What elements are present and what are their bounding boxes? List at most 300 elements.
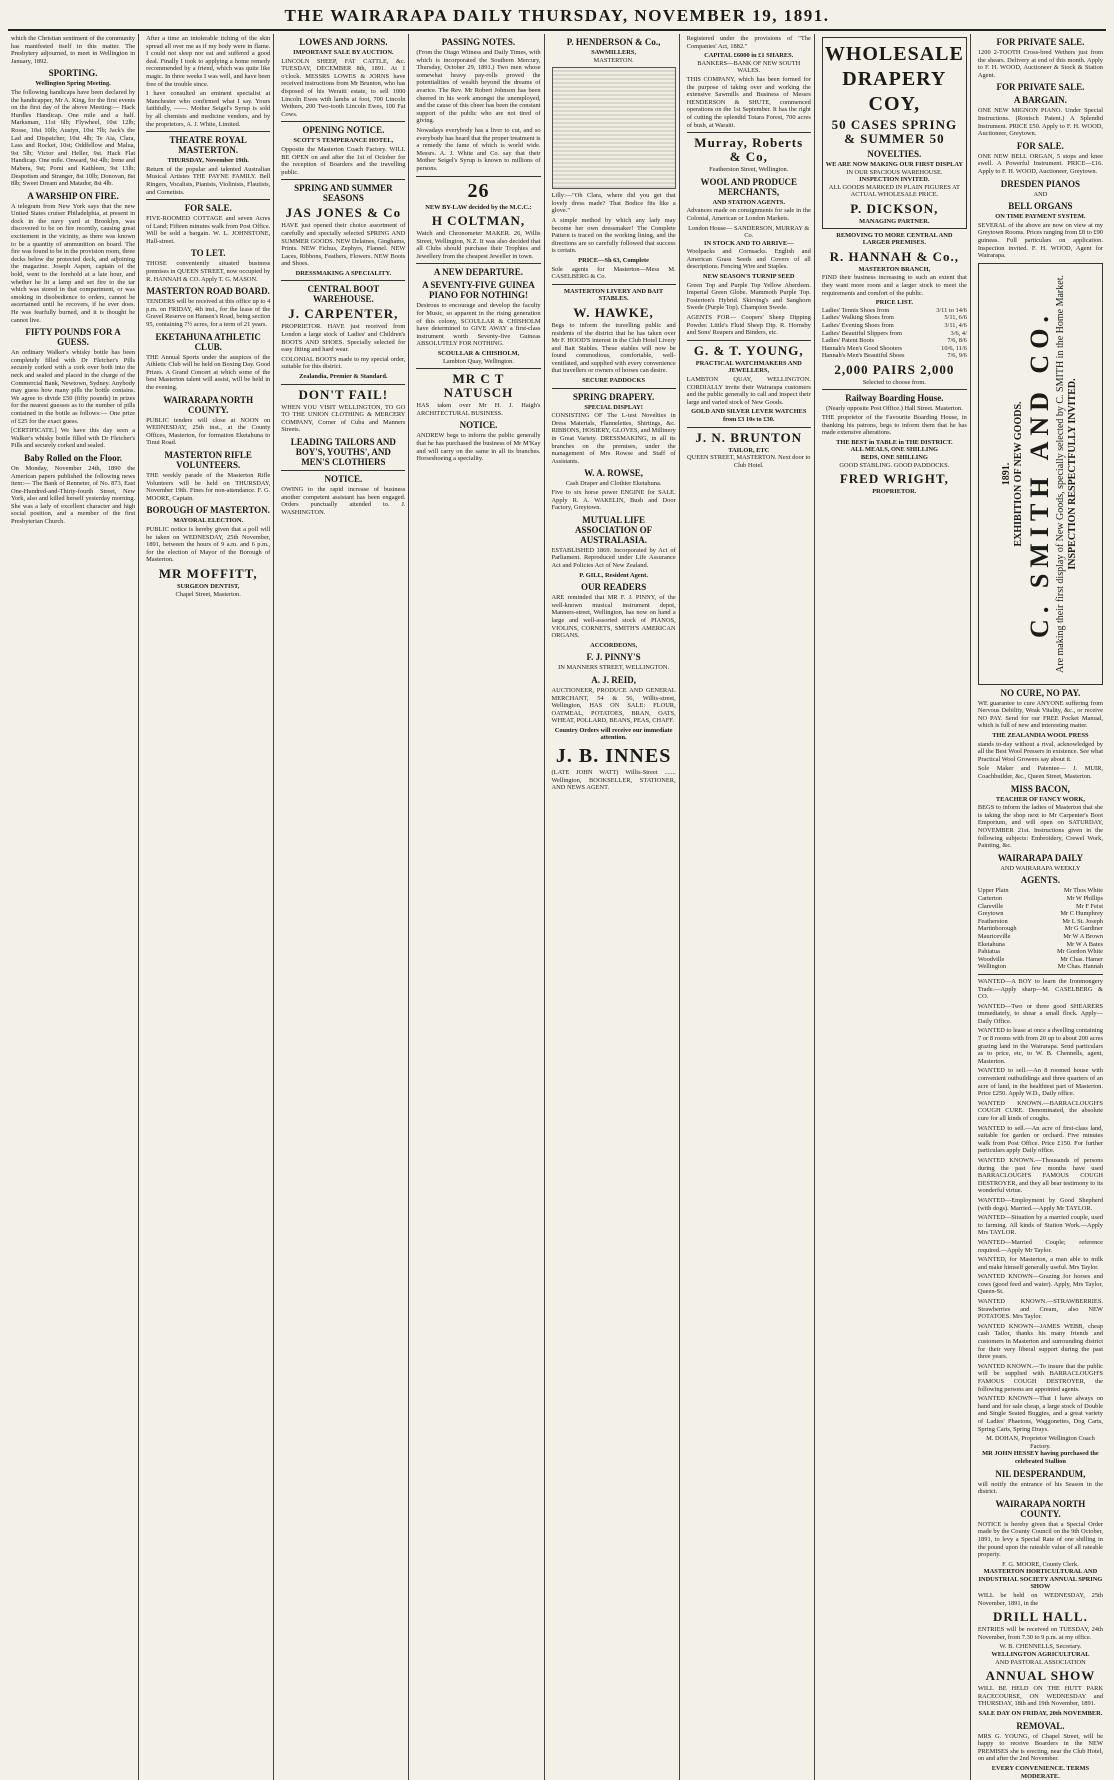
mutual-text: ESTABLISHED 1869. Incorporated by Act of Parliament. Reproduced under Life Assurance Act and Policies Act of New Zealand. xyxy=(551,546,676,569)
price-row-cell: Ladies' Walking Shoes from xyxy=(821,314,894,322)
country-orders: Country Orders will receive our immediate attention. xyxy=(554,726,673,742)
price-row-cell: 5/11, 6/6 xyxy=(944,314,967,322)
column-1 xyxy=(8,34,139,1780)
caselberg-line: Sole agents for Masterton—Mess M. CASELBERG & Co. xyxy=(551,265,676,281)
coltman-heading: H COLTMAN, xyxy=(431,213,526,229)
agent-row xyxy=(978,903,1103,911)
natusch-text: HAS taken over Mr H. J. Haigh's ARCHITECTURAL BUSINESS. xyxy=(416,402,541,417)
brunton-subheading: TAILOR, ETC xyxy=(728,446,770,454)
turnip-heading: NEW SEASON'S TURNIP SEED xyxy=(702,273,795,281)
smith-name: C. SMITH AND CO. xyxy=(1025,309,1055,638)
dresden-heading: DRESDEN PIANOS xyxy=(1000,178,1081,189)
election-subheading: MAYORAL ELECTION. xyxy=(173,517,244,525)
story-text-2: I have consulted an eminent specialist at Manchester who confirmed what I say. Yours faithfully, ——. Mother Seigel's Syrup is sold by all chemists and medicine vendors, and by the proprietors, A. J. White, Limited. xyxy=(146,90,271,128)
hawke-text: Begs to inform the travelling public and residents of the district that he has taken over Mr F. HOOD'S interest in the Club Hotel Livery and Bait Stables. These stables will now be found commodious, comfortable, well-ventilated, and supplied with every convenience that travellers or owners of horses can desire. xyxy=(551,321,676,375)
bell-heading: BELL ORGANS xyxy=(1008,201,1073,212)
private-sale-heading: FOR PRIVATE SALE. xyxy=(996,37,1085,47)
agent-row-cell: Upper Plain xyxy=(977,887,1009,895)
passing-notes-text-2: Nowadays everybody has a liver to cut, and so everybody has heard that the proper treatment is a remedy the fame of which is world wide. Messrs. A. J. White and Co. say that their Mother Seigel's Syrup is known to millions of persons. xyxy=(416,126,541,172)
divider xyxy=(146,199,270,200)
gold-line: GOLD AND SILVER LEVER WATCHES from £3 10s to £30. xyxy=(691,408,807,423)
wanted-5: WANTED KNOWN.—BARRACLOUGH'S COUGH CURE. Denominated, the absolute cure for all kinds of coughs. xyxy=(977,1099,1103,1122)
smith-making: Are making their first display of New Goods, specially selected by C. SMITH in the Home Market. xyxy=(1055,274,1067,673)
henderson-address: MASTERTON. xyxy=(593,56,634,64)
dressmaking-heading: DRESSMAKING A SPECIALITY. xyxy=(295,269,392,277)
piano-text: Desirous to encourage and develop the faculty for Music, so apparent in the rising generation of this colony, SCOULLAR & CHISHOLM have determined to GIVE AWAY a first-class instrument worth Seventy-five Guineas ABSOLUTELY FOR NOTHING. xyxy=(416,302,541,348)
column-6 xyxy=(684,34,815,1780)
theatre-date: THURSDAY, November 19th. xyxy=(167,157,249,165)
annual-show-heading: ANNUAL SHOW xyxy=(985,1668,1096,1684)
dresden-and: AND xyxy=(1033,190,1048,198)
selected-line: Selected to choose from. xyxy=(862,378,926,386)
wanted-1: WANTED—A BOY to learn the Ironmongery Trade.—Apply sharp—M. CASELBERG & CO. xyxy=(977,977,1103,1001)
wanted-9: WANTED—Situation by a married couple, used to farming. All kinds of Station Work.—Apply Mrs TAYLOR. xyxy=(977,1214,1103,1237)
smith-year: 1891. xyxy=(1001,462,1013,485)
wanted-16: WANTED KNOWN—That I have always on hand and for sale cheap, a large stock of Double and Single Seated Buggies, and a great variety of Ladies' Phaetons, Waggonettes, Dog Carts, Spring Carts, Spring Drays. xyxy=(977,1395,1103,1433)
london-line: London House— SANDERSON, MURRAY & Co. xyxy=(688,224,810,240)
sporting-heading: SPORTING. xyxy=(48,68,98,79)
sporting-subheading: Wellington Spring Meeting. xyxy=(35,80,111,88)
column-4 xyxy=(413,34,544,1780)
cases-line: 50 CASES SPRING & SUMMER 50 xyxy=(831,117,958,146)
jas-jones-heading: JAS JONES & Co xyxy=(285,205,402,221)
remove-heading: REMOVING TO MORE CENTRAL AND LARGER PREMISES. xyxy=(836,231,953,247)
divider xyxy=(822,389,967,390)
inspection-line: INSPECTION INVITED. xyxy=(859,176,930,184)
agent-row-cell: Pahiatua xyxy=(977,948,1000,956)
wholesale-line-3: COY, xyxy=(868,93,921,115)
agent-row-cell: Eketahuna xyxy=(977,940,1005,948)
agent-row-cell: Woodville xyxy=(977,955,1005,963)
brunton-heading: J. N. BRUNTON xyxy=(695,429,803,445)
divider xyxy=(416,368,540,369)
price-row-cell: Hannah's Men's Beautiful Shoes xyxy=(821,352,905,360)
organ-sale-heading: FOR SALE. xyxy=(1016,140,1064,151)
sporting-text: The following handicaps have been declared by the handicapper, Mr A. King, for the first events on the first day of the above Meeting:— Hack Hurdles Handicap. One mile and a half. Marksman, 11st 6lb; Flywheel, 10st 12lb; Rosse, 10st 10lb; Austyn, 10st 7lb; Jack's the Lad and Dispatcher, 10st 4lb; Te Aia, Clara, Lass and Rocket, 10st; Oddfellow and Malua, 9st 5lb; Victor and Heller, 9st. Hack Flat Handicap. One mile. Onward, 9st 4lb; Irene and Mabera, 9st; Pomi and Kathleen, 9st 13lb; Despotism and Stranger, 8st 10lb; Donovan, 8st 8lb; Sweet Dream and Matador, 8st 4lb. xyxy=(11,88,136,188)
price-table xyxy=(822,307,967,360)
agent-row-cell: Mr W Phillips xyxy=(1066,894,1103,902)
hannah-text: FIND their business increasing to such an extent that they want more room and a larger stock to meet the requirements and comfort of the public. xyxy=(821,274,967,297)
agents-heading: AGENTS. xyxy=(1020,875,1061,886)
wool-subheading: AND STATION AGENTS. xyxy=(712,198,785,206)
certificate-text: [CERTIFICATE.] We have this day seen a Walker's whisky bottle filled with Dr Fletcher's Pills and securely corked and sealed. xyxy=(11,427,136,450)
murray-heading: Murray, Roberts & Co, xyxy=(694,135,804,165)
moffitt-heading: MR MOFFITT, xyxy=(158,565,258,581)
wanted-7: WANTED KNOWN.—Thousands of persons during the past few months have used BARRACLOUGH'S FAMOUS COUGH DESTROYER, and they all bear testimony to its wonderful virtue. xyxy=(977,1156,1103,1195)
moffitt-subheading: SURGEON DENTIST, xyxy=(177,582,240,590)
eketa-text: THE Annual Sports under the auspices of the Athletic Club will be held on Boxing Day. Good Prizes. A Grand Concert at which some of the best Masterton talent will assist, will be held in the evening. xyxy=(146,353,271,391)
novelties-line: NOVELTIES. xyxy=(867,149,922,159)
murray-subheading: Featherston Street, Wellington. xyxy=(709,166,789,174)
nocure-text: WE guarantee to cure ANYONE suffering from Nervous Debility, Weak Vitality, &c., or receive NO PAY. Send for our FREE Pocket Manual, which is full of new and interesting matter. xyxy=(977,699,1103,730)
mutual-heading: MUTUAL LIFE ASSOCIATION OF AUSTRALASIA. xyxy=(575,514,653,545)
north-county-text: NOTICE is hereby given that a Special Order made by the County Council on the 9th October, 1891, to levy a Special Rate of one shilling in the pound upon the rateable value of all rateable property. xyxy=(977,1520,1103,1559)
piano-subheading: A SEVENTY-FIVE GUINEA PIANO FOR NOTHING! xyxy=(422,280,535,301)
henderson-subheading: SAWMILLERS, xyxy=(591,49,637,56)
hessey-text: will notify the entrance of his Season in the district. xyxy=(977,1480,1103,1496)
young-subheading: PRACTICAL WATCHMAKERS AND JEWELLERS, xyxy=(695,359,802,375)
wholesale-ad xyxy=(822,37,967,229)
natusch-heading: MR C T NATUSCH xyxy=(443,371,514,401)
horticultural-text: WILL be held on WEDNESDAY, 25th November, 1891, in the xyxy=(977,1592,1103,1607)
road-heading: MASTERTON ROAD BOARD. xyxy=(146,286,270,297)
hessey-heading: MR JOHN HESSEY having purchased the celebrated Stallion xyxy=(982,1450,1099,1465)
divider xyxy=(281,384,405,385)
wool-text: Advances made on consignments for sale in the Colonial, American or London Markets. xyxy=(686,207,811,222)
registration-text: Registered under the provisions of "The Companies' Act, 1882." xyxy=(686,35,811,50)
agents-table xyxy=(978,887,1103,971)
agent-row xyxy=(978,941,1103,949)
agent-row xyxy=(978,887,1103,895)
wanted-3: WANTED to lease at once a dwelling containing 7 or 8 rooms with from 20 up to about 200 acres grazing land in the Wairarapa. Send particulars as to price, etc, to W. B. Chennells, agent, Masterton. xyxy=(977,1027,1103,1065)
price-row xyxy=(822,352,967,360)
drill-hall-signature: W. B. CHENNELLS, Secretary. xyxy=(999,1643,1082,1651)
let-heading: TO LET. xyxy=(190,248,226,259)
warship-text: A telegram from New York says that the new United States cruiser Philadelphia, at present in dock in the navy yard at Brooklyn, was discovered to be on fire recently, causing great excitement in the vicinity, as there was known to be a quantity of ammunition on board. The fire was found to be in the provision room, three decks below the protected deck, and adjoining the magazine. Joseph Aspen, captain of the hold, went to the forehold at a late hour, and whether he lit a lamp and set fire to the tar which was stored in that compartment, or was smoking in disobedience to orders, cannot be ascertained until he recovers, if he ever does. He was fearfully burned, and it is thought he cannot live. xyxy=(11,202,136,324)
notice2-text: ANDREW begs to inform the public generally that he has purchased the business of Mr M'Kay and will carry on the same in all its branches. Horseshoeing a speciality. xyxy=(416,432,541,463)
reid-text: AUCTIONEER, PRODUCE AND GENERAL MERCHANT, 54 & 56, Willis-street, Wellington, HAS ON SALE: FLOUR, OATMEAL, POTATOES, BRAN, OATS, WHEAT, POLLARD, BEANS, PEAS, CHAFF. xyxy=(551,686,676,725)
wanted-13: WANTED KNOWN.—STRAWBERRIES. Strawberries and Cream, also NEW POTATOES. Mrs Taylor. xyxy=(977,1298,1103,1321)
hannah-heading: R. HANNAH & Co., xyxy=(829,248,960,264)
agent-row-cell: Mr W A Bates xyxy=(1066,940,1103,948)
young-heading: G. & T. YOUNG, xyxy=(693,342,804,358)
bylaw-line: NEW BY-LAW decided by the M.C.C.: xyxy=(425,203,532,211)
sale-heading: FOR SALE. xyxy=(184,203,232,214)
divider xyxy=(281,121,405,122)
hawke-name: W. HAWKE, xyxy=(573,304,654,320)
wanted-10: WANTED—Married Couple; reference required.—Apply Mr Taylor. xyxy=(977,1238,1103,1254)
divider xyxy=(416,176,540,177)
figures-line: ALL GOODS MARKED IN PLAIN FIGURES AT ACTUAL WHOLESALE PRICE. xyxy=(828,183,960,199)
agent-row-cell: Clareville xyxy=(977,902,1004,910)
price-row-cell: Ladies' Patent Boots xyxy=(821,337,875,345)
baby-text: On Monday, November 24th, 1890 the American papers published the following news item:— The Bank of Renneter, of No. 873, East One-Hundred-and-Thirty-fourth Street, New York, also and killed herself yesterday morning. She was a lady of excellent character and high social position, and a member of the first Presbyterian Church. xyxy=(11,464,136,526)
bell-text: SEVERAL of the above are now on view at my Greytown Rooms. Prices ranging from £8 to £90 guineas. Full particulars on application. Inspection invited. F. H. WOOD, Agent for Wairarapa. xyxy=(977,221,1103,260)
drill-hall-text: ENTRIES will be received on TUESDAY, 24th November, from 7.30 to 9 p.m. at my office. xyxy=(977,1626,1103,1641)
wanted-11: WANTED, for Masterton, a man able to milk and make himself generally useful. Mrs Taylor. xyxy=(977,1256,1103,1271)
piano-heading: A NEW DEPARTURE. xyxy=(433,267,524,278)
column-2 xyxy=(143,34,274,1780)
drapery-heading: SPRING DRAPERY. xyxy=(572,391,655,402)
agricultural-heading: WELLINGTON AGRICULTURAL xyxy=(991,1651,1090,1659)
jas-jones-text: HAVE just opened their choice assortment of carefully and specially selected SPRING AND SUMMER GOODS. NEW Delaines, Ginghams, Prints. NEW Fichus, Zephyrs, Flannel. NEW Laces, Ribbons, Feathers, Flowers. NEW Boots and Shoes. xyxy=(281,222,406,268)
agent-row-cell: Martinborough xyxy=(977,925,1017,933)
price-list-heading: PRICE LIST. xyxy=(875,299,913,307)
pounds-text: An ordinary Walker's whisky bottle has been completely filled with Dr Fletcher's Pills securely corked with a cork over both into the neck and sealed and placed in the charge of the Commercial Bank, Newtown, Sydney. Anybody may guess how many pills the bottle contains. We agree to divide £50 (fifty pounds) in prizes for the nearest guesses as to the number of pills contained in the bottle as follows:— One prize of £25 for the exact guess. xyxy=(11,349,136,425)
horticultural-heading: MASTERTON HORTICULTURAL AND INDUSTRIAL SOCIETY ANNUAL SPRING SHOW xyxy=(978,1568,1103,1591)
two-thousand-line: 2,000 PAIRS 2,000 xyxy=(834,361,955,377)
pinny-address: IN MANNERS STREET, WELLINGTON. xyxy=(558,664,670,672)
eketa-heading: EKETAHUNA ATHLETIC CLUB. xyxy=(155,331,261,352)
agent-row-cell: Mr Chas. Hamer xyxy=(1060,955,1103,963)
agent-row xyxy=(978,910,1103,918)
wanted-14: WANTED KNOWN—JAMES WEBB, cheap cash Tailor, thanks his many friends and customers in Masterton and surrounding district for their very liberal support during the past three years. xyxy=(977,1322,1103,1361)
divider xyxy=(552,284,676,285)
agent-row xyxy=(978,933,1103,941)
wanted-15: WANTED KNOWN.—To insure that the public will be supplied with BARRACLOUGH'S FAMOUS COUGH DESTROYER, the following persons are appointed agents. xyxy=(977,1362,1103,1393)
price-row-cell: 3/11, 4/6 xyxy=(944,321,967,329)
spacious-line: IN OUR SPACIOUS WAREHOUSE. xyxy=(846,168,943,176)
price-row-cell: 3/11 to 14/6 xyxy=(936,306,967,314)
zealandia-line: Zealandia, Premier & Standard. xyxy=(299,373,388,381)
hessey-name: NIL DESPERANDUM, xyxy=(995,1468,1086,1479)
innes-heading: J. B. INNES xyxy=(555,745,672,768)
reid-heading: A. J. REID, xyxy=(591,674,636,685)
theatre-text: Return of the popular and talented Australian Musical Artistes THE PAYNE FAMILY. Bell Ringers, Vocalists, Pianists, Violinists, Flautists, and Cornetists. xyxy=(146,165,271,196)
notice-heading: NOTICE. xyxy=(324,474,363,484)
rowse-heading: W. A. ROWSE, xyxy=(584,468,644,479)
baby-heading: Baby Rolled on the Floor. xyxy=(24,452,123,463)
column-3 xyxy=(278,34,409,1780)
wool-heading: WOOL AND PRODUCE MERCHANTS, xyxy=(700,176,797,197)
price-row xyxy=(822,330,967,338)
railway-text: THE proprietor of the Favourite Boarding House, in thanking his patrons, begs to inform them that he has made extensive alterations. xyxy=(821,414,967,437)
price-row-cell: Ladies' Evening Shoes from xyxy=(821,321,894,329)
agent-row-cell: Mr Chas. Hannah xyxy=(1057,963,1103,971)
bacon-heading: MISS BACON, xyxy=(1010,783,1070,794)
wakelin-text: Five to six horse power ENGINE for SALE. Apply R. A. WAKELIN, Bush and Door Factory, Greytown. xyxy=(551,489,676,512)
corset-caption: Lilly:—"Oh Clara, where did you get that lovely dress made? That Bodice fits like a glove." xyxy=(551,192,676,215)
removal-text: MRS G. YOUNG, of Chapel Street, will be happy to receive Boarders in the NEW PREMISES she is erecting, near the Club Hotel, on and after the 2nd November. xyxy=(977,1732,1103,1763)
stock-text: Woolpacks and Cornsacks. English and American Grass Seeds and Covers of all descriptions. Fencing Wire and Staples. xyxy=(686,248,811,271)
agent-row-cell: Mr G Gardiner xyxy=(1064,925,1103,933)
temperance-heading: OPENING NOTICE. xyxy=(302,125,385,136)
capital-line: CAPITAL £6000 in £1 SHARES. xyxy=(704,52,794,60)
wholesale-line-2: DRAPERY xyxy=(842,68,947,90)
agent-row-cell: Mr F Feist xyxy=(1075,902,1103,910)
railway-heading: Railway Boarding House. xyxy=(845,393,944,404)
columns xyxy=(8,34,1106,1780)
annual-show-text: WILL BE HELD ON THE HUTT PARK RACECOURSE, ON WEDNESDAY and THURSDAY, 18th and 19th November, 1891. xyxy=(977,1685,1103,1708)
bargain-text: ONE NEW MIGNON PIANO. Under Special Instructions. (Ronisch Patent.) A Splendid Instrument. PRICE £50. Apply to F. H. WOOD, Auctioneer, Greytown. xyxy=(977,107,1103,138)
agent-row xyxy=(978,956,1103,964)
auction-heading: LOWES AND JORNS. xyxy=(299,37,388,47)
weekly-heading: AND WAIRARAPA WEEKLY xyxy=(1000,864,1081,872)
warship-heading: A WARSHIP ON FIRE. xyxy=(27,190,119,201)
colonial-text: COLONIAL BOOTS made to my special order, suitable for this district. xyxy=(281,355,406,371)
passing-notes-text: (From the Otago Witness and Daily Times, with which is incorporated the Southern Mercury, Thursday, October 29, 1891.) Two men whose somewhat heavy pay-rolls proved the potentialities of wealth beyond the dreams of avarice. The Rev. Mr Robert Johnson has been cheered in his work amongst the unemployed, and the cause of this cheer has been the constant support of the public who are not tired of giving. xyxy=(416,49,541,125)
readers-heading: OUR READERS xyxy=(580,582,647,593)
sawmill-text: THIS COMPANY, which has been formed for the purpose of taking over and working the extensive Sawmills and Business of Messrs HENDERSON & SHUTE, commenced operations on the 1st September. It has the right of cutting the splendid Totara Forest, 700 acres of bush, at Waraiti. xyxy=(686,75,811,129)
north-county-heading: WAIRARAPA NORTH COUNTY. xyxy=(995,1498,1086,1519)
masthead: THE WAIRARAPA DAILY THURSDAY, NOVEMBER 19, 1891. xyxy=(8,6,1106,31)
agent-row-cell: Featherston xyxy=(977,917,1008,925)
fred-heading: FRED WRIGHT, xyxy=(839,471,949,487)
rifle-text: THE weekly parade of the Masterton Rifle Volunteers will be held on THURSDAY, November 19th. Fines for non-attendance. F. G. MOORE, Captain. xyxy=(146,471,271,502)
column-5 xyxy=(549,34,680,1780)
bankers-line: BANKERS—BANK OF NEW SOUTH WALES. xyxy=(697,59,801,75)
agent-row-cell: Mauriceville xyxy=(977,932,1011,940)
agent-row-cell: Mr L St. Joseph xyxy=(1062,917,1103,925)
hannah-subheading: MASTERTON BRANCH, xyxy=(858,265,931,273)
agent-row-cell: Carterton xyxy=(977,894,1002,902)
beds-line: BEDS, ONE SHILLING xyxy=(860,454,928,462)
dickson-heading: P. DICKSON, xyxy=(850,200,939,216)
price-row xyxy=(822,337,967,345)
agent-row xyxy=(978,948,1103,956)
best-line: THE BEST in TABLE in THE DISTRICT. xyxy=(836,438,953,446)
organ-sale-text: ONE NEW BELL ORGAN, 5 stops and knee swell. A Powerful Instrument. PRICE—£16. Apply to F. H. WOOD, Auctioneer, Greytown. xyxy=(977,152,1103,175)
dickson-subheading: MANAGING PARTNER. xyxy=(859,217,930,225)
accordeons-line: ACCORDEONS, xyxy=(590,641,638,649)
price-row-cell: 3/6, 4/ xyxy=(950,329,967,337)
henderson-heading: P. HENDERSON & Co., xyxy=(566,37,661,47)
agent-row-cell: Mr C Humphrey xyxy=(1060,910,1103,918)
column-8 xyxy=(975,34,1106,1780)
price-row xyxy=(822,322,967,330)
auction-subheading: IMPORTANT SALE BY AUCTION. xyxy=(293,49,394,56)
let-text: THOSE conveniently situated business premises in QUEEN STREET, now occupied by R. HANNAH & CO. Apply T. G. MASON. xyxy=(146,260,271,283)
corset-text: A simple method by which any lady may become her own dressmaker! The Complete Pattern is traced on the working lining, and the directions are so carefully followed that success is certain. xyxy=(551,216,676,255)
pounds-heading: FIFTY POUNDS FOR A GUESS. xyxy=(25,327,121,348)
daily-heading: WAIRARAPA DAILY xyxy=(997,852,1084,863)
corset-illustration xyxy=(552,67,676,189)
coltman-text: Watch and Chronometer MAKER. 26, Willis Street, Wellington, N.Z. It was also decided that all Clubs should purchase their Trophies and Jewellery from the cheapest Jeweller in town. xyxy=(416,230,541,260)
smith-vertical-text xyxy=(1001,275,1079,673)
wholesale-line-1: WHOLESALE xyxy=(824,43,964,65)
smith-inspect: INSPECTION RESPECTFULLY INVITED. xyxy=(1067,378,1079,570)
notice-text: OWING to the rapid increase of business another competent assistant has been engaged. Orders punctually attended to. J. WASHINGTON. xyxy=(281,486,406,516)
agricultural-subheading: AND PASTORAL ASSOCIATION xyxy=(995,1658,1086,1666)
price-row-cell: 7/6, 9/6 xyxy=(947,352,967,360)
wanted-6: WANTED to sell.—An acre of first-class land, suitable for garden or orchard. Five minutes walk from Post Office. Price £150. For further particulars apply Daily office. xyxy=(977,1124,1103,1155)
dontfail-text: WHEN YOU VISIT WELLINGTON, TO GO TO THE UNION CLOTHING & MERCERY COMPANY, Corner of Cuba and Manners Streets. xyxy=(281,403,406,434)
divider xyxy=(687,132,811,133)
divider xyxy=(687,340,811,341)
price-row xyxy=(822,307,967,315)
wanted-8: WANTED—Employment by Good Shepherd (with dogs). Married.—Apply Mr TAYLOR. xyxy=(977,1196,1103,1212)
county-text: PUBLIC tenders will close at NOON on WEDNESDAY, 25th inst., at the County Offices, Masterton, for formation Eketahuna to Tinui Road. xyxy=(146,416,271,447)
agent-row-cell: Mr Thos White xyxy=(1063,887,1103,895)
bacon-text: BEGS to inform the ladies of Masterton that she is taking the shop next to Mr Carpenter's Boot Emporium, and will open on SATURDAY, NOVEMBER 21st. Instructions given in the following subjects: Embroidery, Crewel Work, Painting, &c. xyxy=(977,804,1103,850)
temperance-subheading: SCOTT'S TEMPERANCE HOTEL, xyxy=(293,137,394,145)
price-row-cell: 10/6, 11/6 xyxy=(941,344,967,352)
making-line: WE ARE NOW MAKING OUR FIRST DISPLAY xyxy=(825,161,963,168)
rowse-address: Cash Draper and Clothier Eketahuna. xyxy=(565,480,662,488)
divider xyxy=(281,470,405,471)
drapery-subheading: SPECIAL DISPLAY! xyxy=(584,403,643,411)
railway-subheading: (Nearly opposite Post Office.) Hall Street. Masterton. xyxy=(825,405,963,413)
divider xyxy=(687,427,811,428)
private-sale-text: 1200 2-TOOTH Cross-bred Wethers just from the shears. Delivery at end of this month. Apply to F. H. WOOD, Auctioneer & Stock & Station Agent. xyxy=(977,49,1103,79)
fred-subheading: PROPRIETOR. xyxy=(872,488,917,496)
story-text: After a time an intolerable itching of the skin spread all over me as if my body were in flame. I could not sleep nor eat and suffered a good deal. Finally I took to applying a home remedy recommended by a friend, which was quite like magic. In three weeks I was well, and have been free of the trouble since. xyxy=(146,35,271,88)
election-heading: BOROUGH OF MASTERTON. xyxy=(146,505,270,516)
removal-heading: REMOVAL. xyxy=(1016,1720,1065,1731)
column-7 xyxy=(819,34,971,1780)
bell-subheading: ON TIME PAYMENT SYSTEM. xyxy=(995,213,1086,221)
gill-line: P. GILL, Resident Agent. xyxy=(579,571,648,579)
leading-heading: LEADING TAILORS AND BOY'S, YOUTHS', AND MEN'S CLOTHIERS xyxy=(290,437,396,467)
passing-notes-heading: PASSING NOTES. xyxy=(441,37,516,47)
agent-row-cell: Greytown xyxy=(977,910,1004,918)
wanted-2: WANTED—Two or three good SHEARERS immediately, to shear a small flock. Apply—Daily Office. xyxy=(977,1002,1103,1025)
agents-text: AGENTS FOR— Coopers' Sheep Dipping Powder. Little's Fluid Sheep Dip. R. Hornsby and Sons' Reapers and Binders, etc. xyxy=(686,314,811,337)
scoullar-address: Lambton Quay, Wellington. xyxy=(442,357,514,365)
paddocks-line: SECURE PADDOCKS xyxy=(582,377,646,385)
sale-day-line: SALE DAY ON FRIDAY, 20th NOVEMBER. xyxy=(978,1710,1103,1717)
price-row-cell: 7/6, 8/6 xyxy=(947,337,967,345)
agent-row xyxy=(978,925,1103,933)
agent-row xyxy=(978,963,1103,971)
bacon-subheading: TEACHER OF FANCY WORK, xyxy=(995,795,1085,803)
agent-row-cell: Mr Gordon White xyxy=(1056,948,1103,956)
price-row-cell: Ladies' Tennis Shoes from xyxy=(821,306,890,314)
pinny-heading: F. J. PINNY'S xyxy=(586,652,641,663)
agent-row xyxy=(978,918,1103,926)
carpenter-heading: J. CARPENTER, xyxy=(288,306,399,322)
zealandia-heading: THE ZEALANDIA WOOL PRESS xyxy=(992,732,1089,740)
innes-text: (LATE JOHN WATT) Willis-Street ....... Wellington, BOOKSELLER, STATIONER, AND NEWS AGENT. xyxy=(551,769,676,792)
smith-exhibition: EXHIBITION OF NEW GOODS. xyxy=(1013,401,1025,547)
number-26: 26 xyxy=(467,179,490,202)
central-heading: CENTRAL BOOT WAREHOUSE. xyxy=(307,284,380,305)
young-text: LAMBTON QUAY, WELLINGTON. CORDIALLY invite their Wairarapa customers and the public generally to call and inspect their large and varied stock of New Goods. xyxy=(686,376,811,406)
spring-heading: SPRING AND SUMMER SEASONS xyxy=(294,183,393,204)
sale-text: FIVE-ROOMED COTTAGE and seven Acres of Land; Fifteen minutes walk from Post Office. Will be sold a bargain. W. L. JOHNSTONE, Hall-street. xyxy=(146,215,271,245)
stock-heading: IN STOCK AND TO ARRIVE— xyxy=(703,239,794,247)
election-text: PUBLIC notice is hereby given that a poll will be taken on WEDNESDAY, 25th November, 1891, between the hours of 9 a.m. and 6 p.m., for the election of Mayor of the Borough of Masterton. xyxy=(146,525,271,564)
carpenter-text: PROPRIETOR. HAVE just received from London a large stock of Ladies' and Children's BOOTS AND SHOES. Specially selected for easy fitting and hard wear. xyxy=(281,323,406,354)
turnip-text: Green Top and Purple Top Yellow Aberdeen. Imperial Green Globe. Mammoth Purple Top. Fosterton's Hybrid. Skirving's and Sanghorn Swede (Purple Top). Champion Swede. xyxy=(686,281,811,312)
removal-signature: EVERY CONVENIENCE. TERMS MODERATE. xyxy=(991,1764,1090,1780)
drill-hall-heading: DRILL HALL. xyxy=(993,1609,1088,1625)
divider xyxy=(552,388,676,389)
intro-text: which the Christian sentiment of the community has manifested itself in this matter. The Presbytery adjourned, to meet in Wellington in January, 1892. xyxy=(11,35,136,65)
drapery-text: CONSISTING OF The L-test Novelties in Dress Materials, Flannelettes, Shirtings, &c. RIBBONS, HOSIERY, GLOVES, and Millinery in Great Variety. DRESSMAKING, in all its branches on the premises, under the management of Mrs Rowse and Staff of Assistants. xyxy=(551,412,676,465)
brunton-address: QUEEN STREET, MASTERTON. Next door to Club Hotel. xyxy=(687,454,811,469)
price-row xyxy=(822,345,967,353)
county-heading: WAIRARAPA NORTH COUNTY. xyxy=(163,394,254,415)
divider xyxy=(978,974,1103,975)
divider xyxy=(281,280,405,281)
smith-vertical-ad xyxy=(978,263,1103,685)
road-text: TENDERS will be received at this office up to 4 p.m. on FRIDAY, 4th inst., for the lease of the Gravel Reserve on Hansen's Road, being section 95, containing 7½ acres, for a term of 21 years. xyxy=(146,298,271,329)
corset-price: PRICE—Sh 63, Complete xyxy=(578,256,650,264)
moffitt-address: Chapel Street, Masterton. xyxy=(175,590,241,598)
wanted-12: WANTED KNOWN—Grazing for horses and cows (good feed and water). Apply, Mrs Taylor, Queen-St. xyxy=(977,1273,1103,1296)
temperance-text: Opposite the Masterton Coach Factory. WILL BE OPEN on and after the 1st of October for the reception of Boarders and the travelling public. xyxy=(281,145,406,176)
divider xyxy=(281,179,405,180)
agent-row xyxy=(978,895,1103,903)
stabling-line: GOOD STABLING. GOOD PADDOCKS. xyxy=(839,461,950,469)
scoullar-heading: SCOULLAR & CHISHOLM, xyxy=(437,350,520,358)
divider xyxy=(416,263,540,264)
meals-line: ALL MEALS, ONE SHILLING xyxy=(850,446,939,454)
price-row xyxy=(822,314,967,322)
sole-maker-text: Sole Maker and Patentee— J. MUIR, Coachbuilder, &c., Queen Street, Masterton. xyxy=(977,765,1103,781)
price-row-cell: Hannah's Men's Good Shooters xyxy=(821,344,903,352)
dontfail-heading: DON'T FAIL! xyxy=(298,386,389,402)
readers-text: ARE reminded that MR F. J. PINNY, of the well-known musical instrument depot, Manners-street, Wellington, has now on hand a large and well-assorted stock of PIANOS, VIOLINS, CORNETS, SMITH'S AMERICAN ORGANS. xyxy=(551,594,676,640)
price-row-cell: Ladies' Beautiful Slippers from xyxy=(821,329,902,337)
rifle-heading: MASTERTON RIFLE VOLUNTEERS. xyxy=(164,449,252,470)
bargain-heading: A BARGAIN. xyxy=(1013,95,1067,106)
notice2-heading: NOTICE. xyxy=(459,420,498,431)
wanted-4: WANTED to sell.—An 8 roomed house with convenient outbuildings and three quarters of an acre of land, in the healthiest part of Masterton. Price £250. Apply W.D., Daily office. xyxy=(977,1067,1103,1098)
agent-row-cell: Wellington xyxy=(977,963,1007,971)
private-sale-heading-2: FOR PRIVATE SALE. xyxy=(996,82,1085,93)
auction-text: LINCOLN SHEEP, FAT CATTLE, &c. TUESDAY, DECEMBER 8th, 1891. At 1 o'clock. MESSRS LOWES & JORNS have received instructions from Mr Brunton, who has disposed of his Weraiti estate, to sell 1000 Lincoln Ewes with lambs at foot, 700 Lincoln Wethers, 200 Two-tooth Lincoln Ewes, 100 Fat Cows. xyxy=(281,57,406,118)
agent-row-cell: Mr W A Brown xyxy=(1063,932,1103,940)
zealandia-text: stands to-day without a rival, acknowledged by all the Best Wool Pressers in existence. See what Practical Wool Growers say about it. xyxy=(977,740,1103,763)
wanted-16-signature: M. DOHAN, Proprietor Wellington Coach Factory. xyxy=(986,1435,1095,1450)
north-county-signature: F. G. MOORE, County Clerk. xyxy=(1002,1560,1079,1568)
divider xyxy=(146,131,270,132)
theatre-heading: THEATRE ROYAL MASTERTON. xyxy=(169,135,247,156)
hawke-heading: MASTERTON LIVERY AND BAIT STABLES. xyxy=(564,287,664,303)
nocure-heading: NO CURE, NO PAY. xyxy=(1000,687,1081,698)
